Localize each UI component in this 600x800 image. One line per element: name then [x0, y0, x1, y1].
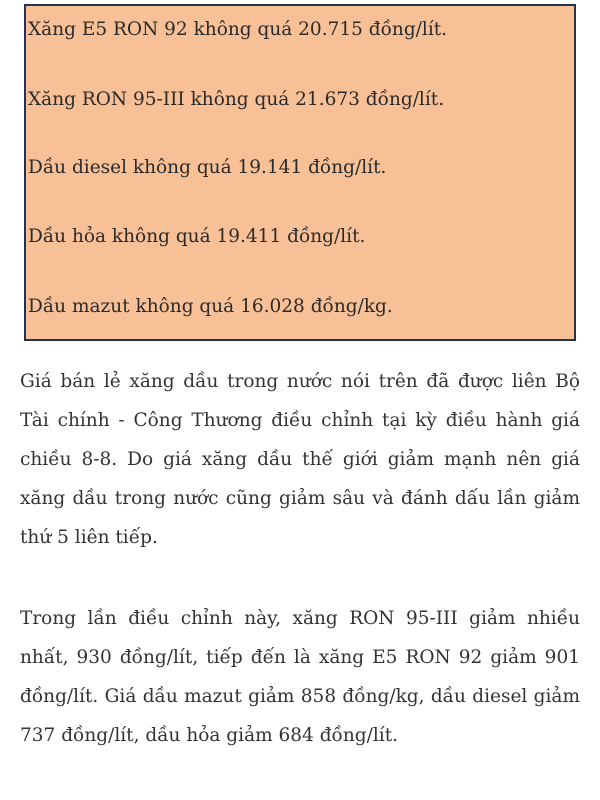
price-item-e5-ron92: Xăng E5 RON 92 không quá 20.715 đồng/lít. — [28, 19, 448, 40]
article-paragraph: Giá bán lẻ xăng dầu trong nước nói trên đã được liên Bộ Tài chính - Công Thương điều chỉnh tại kỳ điều hành giá chiều 8-8. Do giá xăng dầu thế giới giảm mạnh nên giá xăng dầu trong nước cũng giảm sâu và đánh dấu lần giảm thứ 5 liên tiếp. — [20, 371, 580, 548]
fuel-price-box — [24, 4, 576, 341]
price-item-mazut: Dầu mazut không quá 16.028 đồng/kg. — [28, 296, 393, 317]
article-paragraph: Trong lần điều chỉnh này, xăng RON 95-III giảm nhiều nhất, 930 đồng/lít, tiếp đến là xăng E5 RON 92 giảm 901 đồng/lít. Giá dầu mazut giảm 858 đồng/kg, dầu diesel giảm 737 đồng/lít, dầu hỏa giảm 684 đồng/lít. — [20, 608, 580, 746]
price-item-ron95: Xăng RON 95-III không quá 21.673 đồng/lít. — [28, 89, 445, 110]
price-item-kerosene: Dầu hỏa không quá 19.411 đồng/lít. — [28, 226, 366, 247]
price-item-diesel: Dầu diesel không quá 19.141 đồng/lít. — [28, 157, 387, 178]
